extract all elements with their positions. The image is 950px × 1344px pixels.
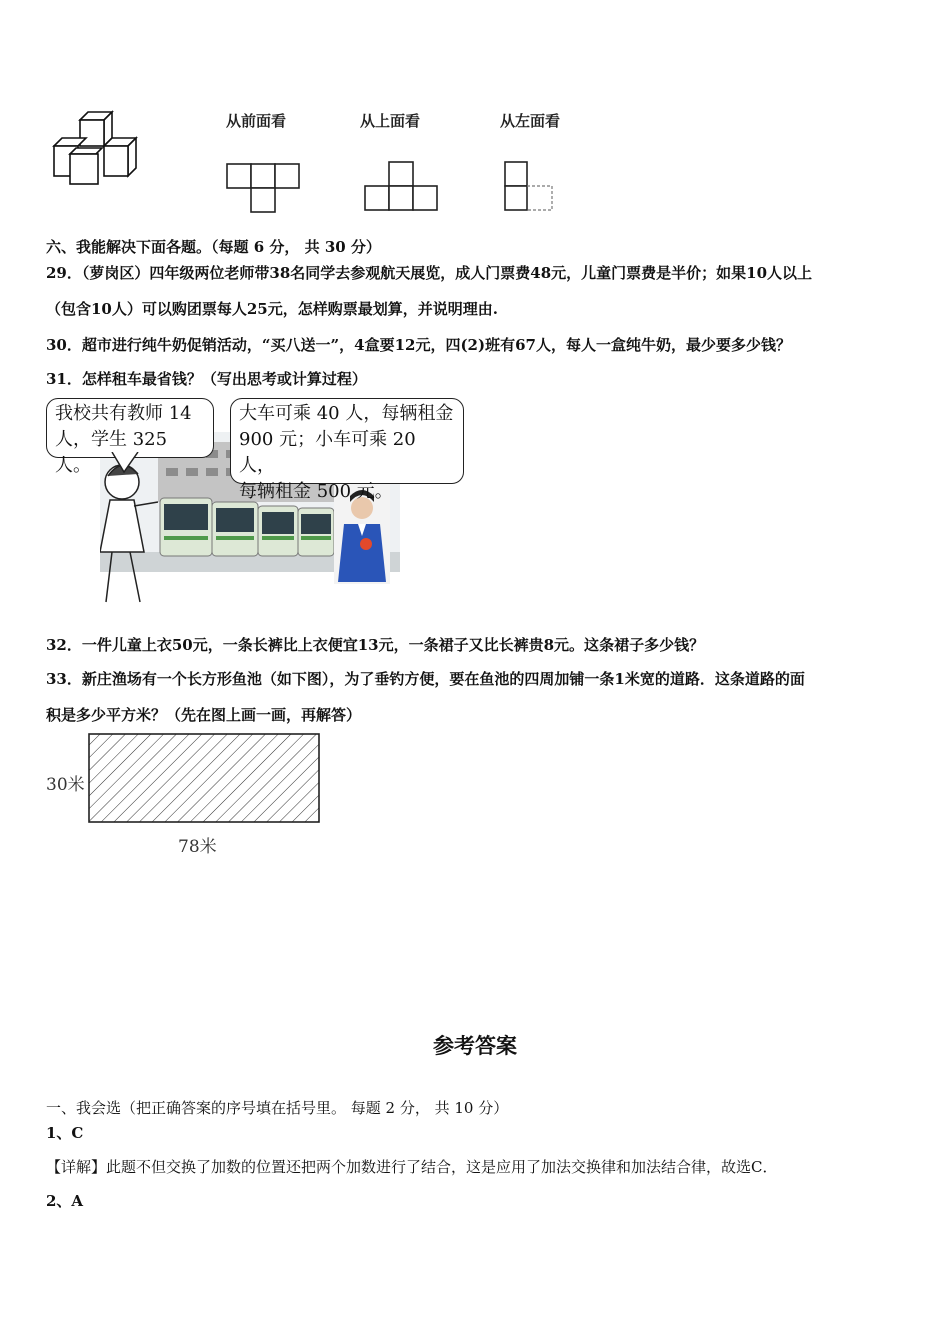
answers-title: 参考答案 <box>433 1033 517 1058</box>
answers-section1-header: 一、我会选（把正确答案的序号填在括号里。 每题 2 分， 共 10 分） <box>46 1099 509 1117</box>
question-29-line1: 29．（萝岗区）四年级两位老师带38名同学去参观航天展览，成人门票费48元，儿童门票费是半价；如果10人以上 <box>46 264 813 282</box>
bubble-staff-line2: 900 元；小车可乘 20 人， <box>239 429 416 476</box>
pond-width-label: 30米 <box>46 775 85 795</box>
question-29-line2: （包含10人）可以购团票每人25元，怎样购票最划算，并说明理由. <box>46 300 498 318</box>
speech-bubble-teacher <box>46 398 214 476</box>
bubble-staff-line1: 大车可乘 40 人，每辆租金 <box>239 403 454 424</box>
left-view-figure <box>502 158 558 216</box>
view-label-left: 从左面看 <box>500 112 561 130</box>
question-31: 31．怎样租车最省钱？（写出思考或计算过程） <box>46 370 367 388</box>
answer-2: 2、A <box>46 1192 84 1210</box>
fish-pond-diagram <box>88 733 322 825</box>
question-33-line2: 积是多少平方米？（先在图上画一画，再解答） <box>46 706 362 724</box>
top-view-figure <box>362 158 440 216</box>
bubble-staff-line3: 每辆租金 500 元。 <box>239 481 393 502</box>
view-label-top: 从上面看 <box>360 112 421 130</box>
answer-1-detail: 【详解】此题不但交换了加数的位置还把两个加数进行了结合，这是应用了加法交换律和加法结合律，故选C． <box>46 1158 778 1176</box>
pond-length-label: 78米 <box>178 837 217 857</box>
section6-header: 六、我能解决下面各题。（每题 6 分， 共 30 分） <box>46 238 381 256</box>
question-30: 30．超市进行纯牛奶促销活动，“买八送一”，4盒要12元，四(2)班有67人，每人一盒纯牛奶，最少要多少钱？ <box>46 336 791 354</box>
bubble-teacher-line2: 人，学生 325 人。 <box>55 429 168 476</box>
speech-bubble-staff <box>230 398 464 502</box>
bubble-tail-left <box>110 452 150 474</box>
view-label-front: 从前面看 <box>226 112 287 130</box>
answer-1: 1、C <box>46 1124 84 1142</box>
cube-solid-figure <box>48 108 148 190</box>
bubble-teacher-line1: 我校共有教师 14 <box>55 403 192 424</box>
front-view-figure <box>224 158 302 216</box>
question-32: 32．一件儿童上衣50元，一条长裤比上衣便宜13元，一条裙子又比长裤贵8元。这条裙子多少钱？ <box>46 636 705 654</box>
question-33-line1: 33．新庄渔场有一个长方形鱼池（如下图），为了垂钓方便，要在鱼池的四周加铺一条1米宽的道路．这条道路的面 <box>46 670 805 688</box>
